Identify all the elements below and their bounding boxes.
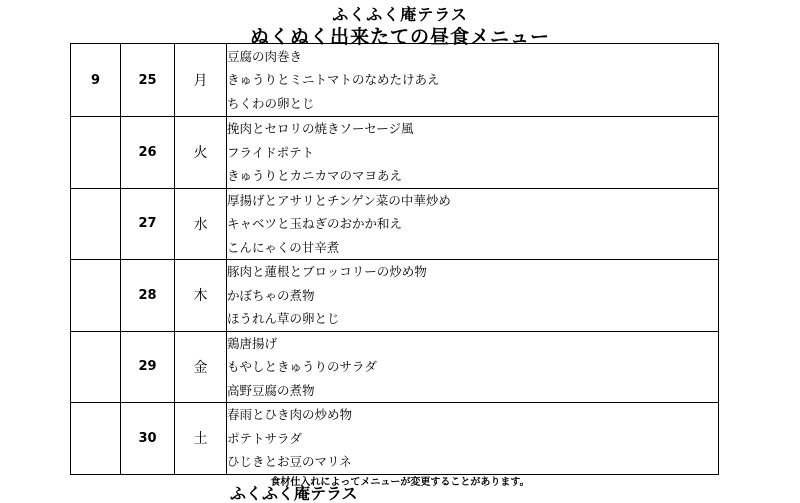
day-cell: 25 bbox=[121, 44, 175, 117]
dish-item: ひじきとお豆のマリネ bbox=[227, 454, 352, 469]
month-cell bbox=[71, 331, 121, 403]
dish-item: 厚揚げとアサリとチンゲン菜の中華炒め bbox=[227, 192, 451, 208]
menu-row bbox=[71, 44, 719, 117]
month-cell bbox=[71, 260, 121, 332]
weekday-cell: 木 bbox=[175, 260, 227, 332]
month-cell bbox=[71, 188, 121, 260]
dish-item: 豚肉と蓮根とブロッコリーの炒め物 bbox=[227, 264, 427, 279]
dish-item: きゅうりとミニトマトのなめたけあえ bbox=[227, 72, 440, 88]
dish-item: 春雨とひき肉の炒め物 bbox=[227, 407, 353, 422]
menu-row bbox=[71, 117, 719, 189]
dish-item: きゅうりとカニカマのマヨあえ bbox=[227, 168, 403, 183]
footer-note: 食材仕入れによってメニューが変更することがあります。 bbox=[270, 477, 530, 488]
dishes-cell bbox=[227, 44, 719, 117]
dish-item: こんにゃくの甘辛煮 bbox=[227, 239, 340, 255]
day-cell: 28 bbox=[121, 260, 175, 332]
day-cell: 29 bbox=[121, 331, 175, 403]
day-cell: 27 bbox=[121, 188, 175, 260]
lunch-menu-table bbox=[70, 43, 719, 475]
day-cell: 30 bbox=[121, 403, 175, 475]
dishes-cell bbox=[227, 403, 719, 475]
dish-item: 鶏唐揚げ bbox=[227, 335, 278, 351]
dishes-cell bbox=[227, 117, 719, 189]
dish-item: ちくわの卵とじ bbox=[227, 95, 315, 111]
weekday-cell: 水 bbox=[175, 188, 227, 260]
dishes-cell bbox=[227, 331, 719, 403]
dish-item: ほうれん草の卵とじ bbox=[227, 311, 340, 326]
dish-item: フライドポテト bbox=[227, 144, 315, 160]
weekday-cell: 土 bbox=[175, 403, 227, 475]
weekday-cell: 火 bbox=[175, 117, 227, 189]
dishes-cell bbox=[227, 260, 719, 332]
day-cell: 26 bbox=[121, 117, 175, 189]
menu-row bbox=[71, 331, 719, 403]
dish-item: キャベツと玉ねぎのおかか和え bbox=[227, 216, 403, 231]
month-cell: 9 bbox=[71, 44, 121, 117]
weekday-cell: 月 bbox=[175, 44, 227, 117]
menu-title: ぬくぬく出来たての昼食メニュー bbox=[249, 26, 550, 48]
restaurant-name: ふくふく庵テラス bbox=[332, 5, 468, 24]
dishes-cell bbox=[227, 188, 719, 260]
month-cell bbox=[71, 403, 121, 475]
dish-item: 挽肉とセロリの焼きソーセージ風 bbox=[227, 121, 414, 136]
menu-row bbox=[71, 403, 719, 475]
dish-item: かぼちゃの煮物 bbox=[227, 287, 315, 303]
menu-row bbox=[71, 260, 719, 332]
dish-item: もやしときゅうりのサラダ bbox=[227, 359, 377, 374]
weekday-cell: 金 bbox=[175, 331, 227, 403]
footer-cut-text: ふくふく庵テラス bbox=[230, 484, 358, 503]
dish-item: ポテトサラダ bbox=[227, 430, 302, 446]
dish-item: 豆腐の肉巻き bbox=[227, 48, 303, 64]
menu-row bbox=[71, 188, 719, 260]
month-cell bbox=[71, 117, 121, 189]
dish-item: 高野豆腐の煮物 bbox=[227, 382, 315, 398]
